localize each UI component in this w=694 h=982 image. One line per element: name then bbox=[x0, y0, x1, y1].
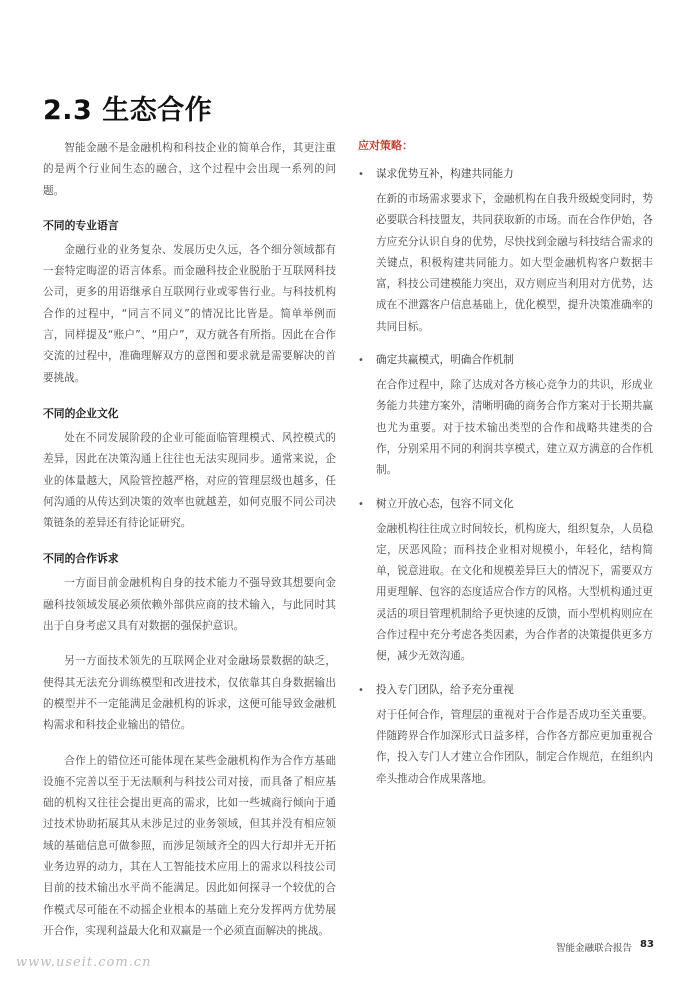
strategy-item-body: 对于任何合作，管理层的重视对于合作是否成功至关重要。伴随跨界合作加深形式日益多样，合作各方都应更加重视合作，投入专门人才建立合作团队，制定合作规范，在组织内牵头推动合作成果落地。 bbox=[376, 708, 653, 785]
right-column bbox=[358, 138, 653, 790]
strategy-item bbox=[358, 682, 653, 790]
left-column bbox=[43, 138, 336, 942]
strategy-item-title: 确定共赢模式，明确合作机制 bbox=[376, 354, 514, 367]
strategy-item-title: 谋求优势互补，构建共同能力 bbox=[376, 168, 514, 180]
section-paragraph-demands-3: 合作上的错位还可能体现在某些金融机构作为合作方基础设施不完善以至于无法顺利与科技公司对接，而具备了相应基础的机构又往往会提出更高的需求，比如一些城商行倾向于通过技术协助拓展其从未涉足过的业务领域，但其并没有相应领域的基础信息可做参照，而涉足领域齐全的四大行却并无开拓业务边界的动力，其在人工智能技术应用上的需求以科技公司目前的技术输出水平尚不能满足。因此如何探寻一个较优的合作模式尽可能在不动摇企业根本的基础上充分发挥两方优势展开合作，实现利益最大化和双赢是一个必须直面解决的挑战。 bbox=[43, 754, 336, 937]
strategy-item-body: 金融机构往往成立时间较长，机构庞大，组织复杂，人员稳定，厌恶风险；而科技企业相对规模小，年轻化，结构简单，锐意进取。在文化和规模差异巨大的情况下，需要双方用更理解、包容的态度适应合作方的风格。大型机构通过更灵活的项目管理机制给予更快速的反馈，而小型机构则应在合作过程中充分考虑各类因素，为合作者的决策提供更多方便，减少无效沟通。 bbox=[376, 522, 653, 663]
intro-paragraph: 智能金融不是金融机构和科技企业的简单合作，其更注重的是两个行业间生态的融合，这个过程中会出现一系列的问题。 bbox=[43, 142, 336, 197]
strategy-item bbox=[358, 496, 653, 668]
bullet-icon: • bbox=[358, 684, 364, 696]
strategy-item bbox=[358, 352, 653, 481]
section-heading-demands: 不同的合作诉求 bbox=[43, 552, 119, 566]
bullet-icon: • bbox=[358, 169, 364, 180]
section-paragraph-language: 金融行业的业务复杂、发展历史久远，各个细分领域都有一套特定晦涩的语言体系。而金融科技企业脱胎于互联网科技公司，更多的用语继承自互联网行业或零售行业。与科技机构合作的过程中，“同言不同义”的情况比比皆是。简单举例而言，同样提及“账户”、“用户”，双方就各有所指。因此在合作交流的过程中，准确理解双方的意图和要求就是需要解决的首要挑战。 bbox=[43, 243, 336, 384]
strategy-item bbox=[358, 166, 653, 338]
strategy-item-title: 树立开放心态，包容不同文化 bbox=[376, 497, 514, 510]
section-paragraph-demands-2: 另一方面技术领先的互联网企业对金融场景数据的缺乏，使得其无法充分训练模型和改进技术，仅依靠其自身数据输出的模型并不一定能满足金融机构的诉求，这便可能导致金融机构需求和科技企业输出的错位。 bbox=[43, 655, 336, 732]
strategy-heading: 应对策略： bbox=[358, 139, 413, 152]
strategy-item-title: 投入专门团队，给予充分重视 bbox=[376, 683, 514, 696]
strategy-item-body: 在新的市场需求要求下，金融机构在自我升级蜕变同时，势必要联合科技盟友，共同获取新的市场。而在合作伊始，各方应充分认识自身的优势，尽快找到金融与科技结合需求的关键点，积极构建共同能力。如大型金融机构客户数据丰富，科技公司建模能力突出，双方则应当利用对方优势，达成在不泄露客户信息基础上，优化模型，提升决策准确率的共同目标。 bbox=[376, 193, 653, 333]
footer-page-number: 83 bbox=[640, 939, 654, 950]
section-heading-language: 不同的专业语言 bbox=[43, 218, 119, 232]
bullet-icon: • bbox=[358, 355, 364, 367]
page-title: 2.3 生态合作 bbox=[43, 95, 213, 126]
section-heading-culture: 不同的企业文化 bbox=[43, 406, 119, 420]
watermark-text: www.useit.com.cn bbox=[16, 955, 152, 970]
bullet-icon: • bbox=[358, 498, 364, 510]
section-paragraph-culture: 处在不同发展阶段的企业可能面临管理模式、风控模式的差异，因此在决策沟通上往往也无法实现同步。通常来说，企业的体量越大，风险管控越严格，对应的管理层级也越多，任何沟通的从传达到决策的效率也就越差，如何克服不同公司决策链条的差异还有待论证研究。 bbox=[43, 431, 336, 530]
strategy-item-body: 在合作过程中，除了达成对各方核心竞争力的共识，形成业务能力共建方案外，清晰明确的商务合作方案对于长期共赢也尤为重要。对于技术输出类型的合作和战略共建类的合作，分别采用不同的利润共享模式，建立双方满意的合作机制。 bbox=[376, 379, 653, 477]
section-paragraph-demands-1: 一方面目前金融机构自身的技术能力不强导致其想要向金融科技领域发展必须依赖外部供应商的技术输入，与此同时其出于自身考虑又具有对数据的强保护意识。 bbox=[43, 577, 336, 633]
footer-report-name: 智能金融联合报告 bbox=[555, 943, 632, 954]
